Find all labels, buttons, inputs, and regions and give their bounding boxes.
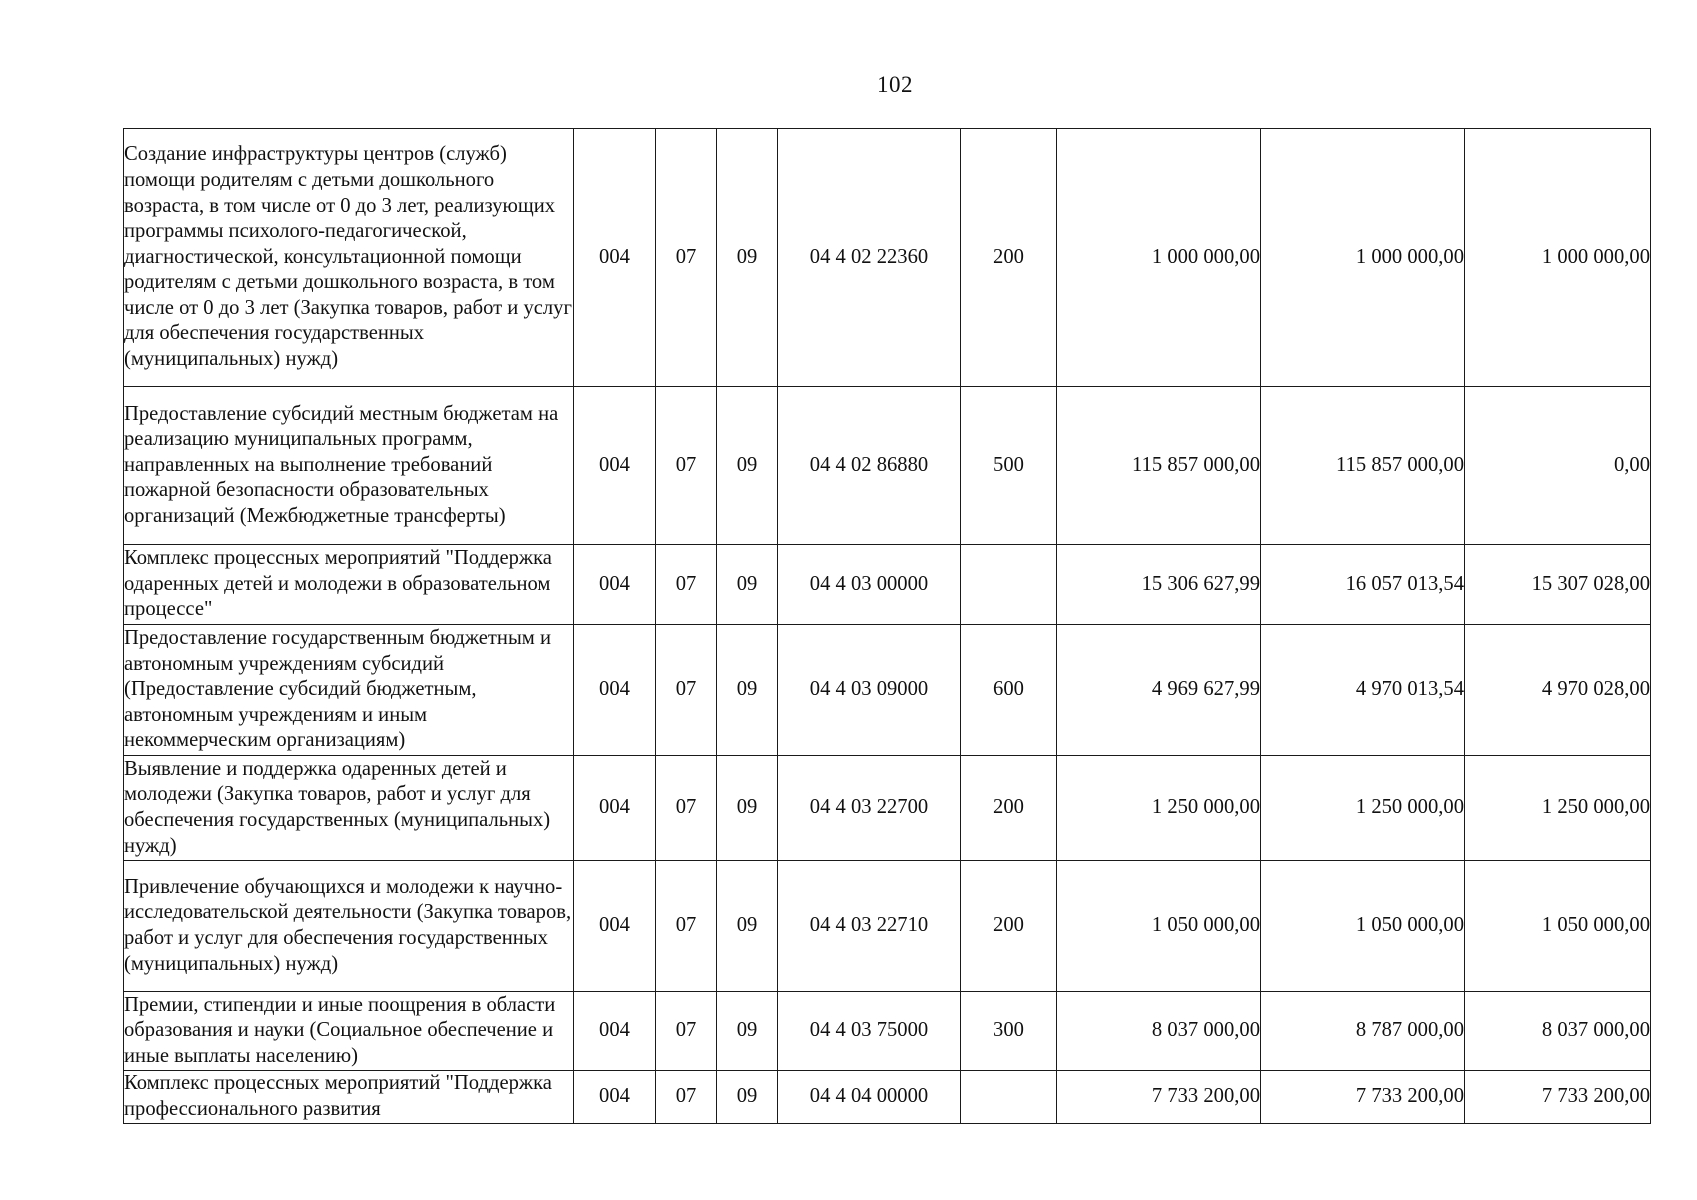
subsection-code: 09 xyxy=(717,992,778,1071)
page-number: 102 xyxy=(877,72,913,97)
section-code: 07 xyxy=(656,756,717,861)
expense-type-code: 500 xyxy=(961,387,1057,545)
expense-type-code xyxy=(961,545,1057,625)
target-article-code: 04 4 03 00000 xyxy=(778,545,961,625)
amount-year-1: 1 250 000,00 xyxy=(1057,756,1261,861)
subsection-code: 09 xyxy=(717,625,778,756)
row-name: Привлечение обучающихся и молодежи к научно-исследовательской деятельности (Закупка товаров, работ и услуг для обеспечения государственных (муниципальных) нужд) xyxy=(124,861,574,992)
target-article-code: 04 4 03 09000 xyxy=(778,625,961,756)
amount-year-1: 1 050 000,00 xyxy=(1057,861,1261,992)
row-name: Предоставление субсидий местным бюджетам на реализацию муниципальных программ, направленных на выполнение требований пожарной безопасности образовательных организаций (Межбюджетные трансферты) xyxy=(124,387,574,545)
amount-year-3: 0,00 xyxy=(1465,387,1651,545)
amount-year-2: 8 787 000,00 xyxy=(1261,992,1465,1071)
amount-year-3: 8 037 000,00 xyxy=(1465,992,1651,1071)
ministry-code: 004 xyxy=(574,992,656,1071)
expense-type-code: 200 xyxy=(961,756,1057,861)
amount-year-1: 4 969 627,99 xyxy=(1057,625,1261,756)
ministry-code: 004 xyxy=(574,129,656,387)
expense-type-code xyxy=(961,1071,1057,1124)
expense-type-code: 200 xyxy=(961,129,1057,387)
amount-year-2: 16 057 013,54 xyxy=(1261,545,1465,625)
subsection-code: 09 xyxy=(717,1071,778,1124)
target-article-code: 04 4 03 75000 xyxy=(778,992,961,1071)
amount-year-2: 1 000 000,00 xyxy=(1261,129,1465,387)
subsection-code: 09 xyxy=(717,861,778,992)
table-row xyxy=(124,1071,1651,1124)
amount-year-3: 1 000 000,00 xyxy=(1465,129,1651,387)
row-name: Комплекс процессных мероприятий "Поддержка профессионального развития xyxy=(124,1071,574,1124)
target-article-code: 04 4 03 22700 xyxy=(778,756,961,861)
expense-type-code: 300 xyxy=(961,992,1057,1071)
subsection-code: 09 xyxy=(717,387,778,545)
table-row xyxy=(124,625,1651,756)
section-code: 07 xyxy=(656,1071,717,1124)
ministry-code: 004 xyxy=(574,1071,656,1124)
table-row xyxy=(124,129,1651,387)
target-article-code: 04 4 03 22710 xyxy=(778,861,961,992)
amount-year-2: 4 970 013,54 xyxy=(1261,625,1465,756)
section-code: 07 xyxy=(656,861,717,992)
row-name: Выявление и поддержка одаренных детей и молодежи (Закупка товаров, работ и услуг для обеспечения государственных (муниципальных) нужд) xyxy=(124,756,574,861)
target-article-code: 04 4 02 22360 xyxy=(778,129,961,387)
row-name: Создание инфраструктуры центров (служб) помощи родителям с детьми дошкольного возраста, в том числе от 0 до 3 лет, реализующих программы психолого-педагогической, диагностической, консультационной помощи родителям с детьми дошкольного возраста, в том числе от 0 до 3 лет (Закупка товаров, работ и услуг для обеспечения государственных (муниципальных) нужд) xyxy=(124,129,574,387)
expense-type-code: 600 xyxy=(961,625,1057,756)
table-row xyxy=(124,992,1651,1071)
subsection-code: 09 xyxy=(717,756,778,861)
section-code: 07 xyxy=(656,992,717,1071)
subsection-code: 09 xyxy=(717,545,778,625)
ministry-code: 004 xyxy=(574,756,656,861)
table-row xyxy=(124,387,1651,545)
row-name: Комплекс процессных мероприятий "Поддержка одаренных детей и молодежи в образовательном процессе" xyxy=(124,545,574,625)
budget-table xyxy=(123,128,1651,1124)
subsection-code: 09 xyxy=(717,129,778,387)
amount-year-1: 8 037 000,00 xyxy=(1057,992,1261,1071)
amount-year-2: 1 250 000,00 xyxy=(1261,756,1465,861)
amount-year-2: 1 050 000,00 xyxy=(1261,861,1465,992)
section-code: 07 xyxy=(656,129,717,387)
ministry-code: 004 xyxy=(574,861,656,992)
row-name: Предоставление государственным бюджетным и автономным учреждениям субсидий (Предоставление субсидий бюджетным, автономным учреждениям и иным некоммерческим организациям) xyxy=(124,625,574,756)
section-code: 07 xyxy=(656,387,717,545)
ministry-code: 004 xyxy=(574,387,656,545)
ministry-code: 004 xyxy=(574,545,656,625)
section-code: 07 xyxy=(656,625,717,756)
amount-year-2: 7 733 200,00 xyxy=(1261,1071,1465,1124)
amount-year-3: 1 050 000,00 xyxy=(1465,861,1651,992)
amount-year-3: 7 733 200,00 xyxy=(1465,1071,1651,1124)
amount-year-1: 115 857 000,00 xyxy=(1057,387,1261,545)
amount-year-1: 7 733 200,00 xyxy=(1057,1071,1261,1124)
target-article-code: 04 4 02 86880 xyxy=(778,387,961,545)
target-article-code: 04 4 04 00000 xyxy=(778,1071,961,1124)
table-row xyxy=(124,756,1651,861)
table-row xyxy=(124,545,1651,625)
amount-year-1: 15 306 627,99 xyxy=(1057,545,1261,625)
amount-year-2: 115 857 000,00 xyxy=(1261,387,1465,545)
amount-year-1: 1 000 000,00 xyxy=(1057,129,1261,387)
ministry-code: 004 xyxy=(574,625,656,756)
amount-year-3: 4 970 028,00 xyxy=(1465,625,1651,756)
expense-type-code: 200 xyxy=(961,861,1057,992)
amount-year-3: 15 307 028,00 xyxy=(1465,545,1651,625)
row-name: Премии, стипендии и иные поощрения в области образования и науки (Социальное обеспечение и иные выплаты населению) xyxy=(124,992,574,1071)
table-row xyxy=(124,861,1651,992)
amount-year-3: 1 250 000,00 xyxy=(1465,756,1651,861)
section-code: 07 xyxy=(656,545,717,625)
